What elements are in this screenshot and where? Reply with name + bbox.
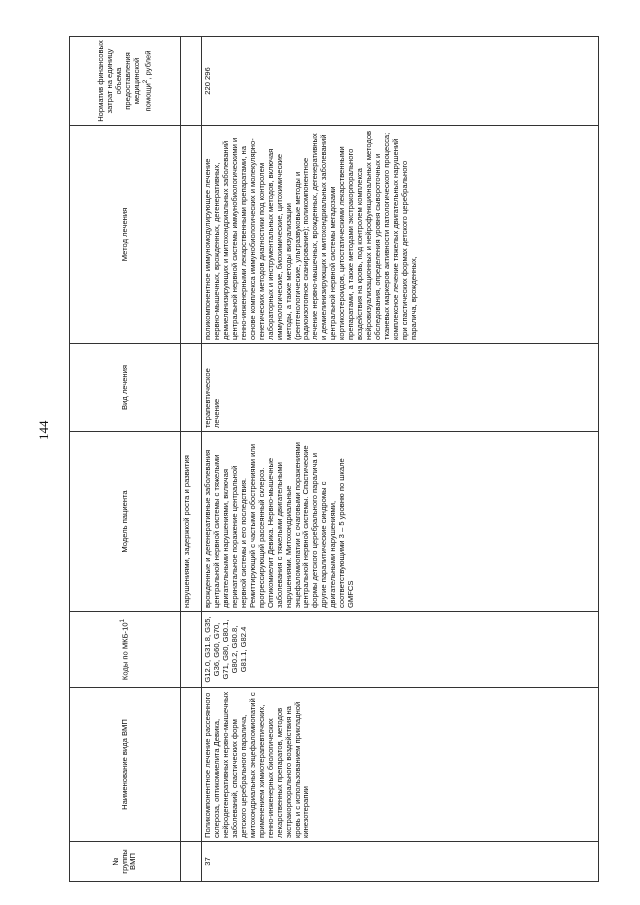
cell-empty — [181, 842, 202, 882]
cell-treatment-method: поликомпонентное иммуномодулирующее лечение нервно-мышечных, врожденных, дегенеративных, демиелинизирующих и митохондриальных заболеваний центральной нервной системы иммунобиологическими и генно-инженерными лекарственными препаратами, на основе комплекса иммунобиологических и молекулярно-генетических методов диагностики под контролем лабораторных и инструментальных методов, включая иммунологические, биохимические, цитохимические методы, а также методы визуализации (рентгенологические, ультразвуковые методы и радиоизотопное сканирование); поликомпонентное лечение нервно-мышечных, врожденных, дегенеративных и демиелинизирующих и митохондриальных заболеваний центральной нервной системы мегадозами кортикостероидов, цитостатическими лекарственными препаратами, а также методами экстракорпорального воздействия на кровь, под контролем комплекса нейровизуализационных и нейрофункциональных методов обследования, определения уровня сывороточных и тканевых маркеров активности патологического процесса; комплексное лечение тяжелых двигательных нарушений при спастических формах детского церебрального паралича, врожденных, — [202, 126, 599, 344]
cell-empty — [181, 344, 202, 432]
cell-empty — [181, 37, 202, 126]
cell-empty — [181, 688, 202, 842]
header-group-number: № группы ВМП — [70, 842, 181, 882]
vmp-table-rotated — [69, 37, 599, 882]
header-treatment-type: Вид лечения — [70, 344, 181, 432]
header-treatment-method: Метод лечения — [70, 126, 181, 344]
header-cost-norm-text: Норматив финансовых затрат на единицу объема предоставления медицинской помощи — [95, 40, 153, 122]
page-number: 144 — [36, 420, 51, 440]
cell-group-number: 37 — [202, 842, 599, 882]
header-vmp-name: Наименование вида ВМП — [70, 688, 181, 842]
cell-treatment-type: терапевтическое лечение — [202, 344, 599, 432]
cell-empty — [181, 612, 202, 688]
header-patient-model: Модель пациента — [70, 432, 181, 612]
cell-vmp-name: Поликомпонентное лечение рассеянного склероза, оптикомиелита Девика, нейродегенеративных нервно-мышечных заболеваний, спастических форм детского церебрального паралича, митохондриальных энцефаломиопатий с применением химиотерапевтических, генно-инженерных биологических лекарственных препаратов, методов экстракорпорального воздействия на кровь и с использованием прикладной кинезотерапии — [202, 688, 599, 842]
header-icd-codes-text: Коды по МКБ-10 — [120, 622, 130, 681]
table-header-row — [70, 37, 181, 882]
cell-patient-model: врожденные и дегенеративные заболевания центральной нервной системы с тяжелыми двигательными нарушениями, включая перинатальное поражение центральной нервной системы и его последствия. Ремиттирующий с частыми обострениями или прогрессирующий рассеянный склероз. Оптикомиелит Девика. Нервно-мышечные заболевания с тяжелыми двигательными нарушениями. Митохондриальные энцефаломиопатии с очаговыми поражениями центральной нервной системы. Спастические формы детского церебрального паралича и другие паралитические синдромы с двигательными нарушениями, соответствующими 3 – 5 уровню по шкале GMFCS — [202, 432, 599, 612]
header-icd-codes — [70, 612, 181, 688]
header-cost-norm-footnote: 2 — [141, 79, 149, 84]
cell-cost-norm: 220 296 — [202, 37, 599, 126]
header-icd-codes-footnote: 1 — [119, 618, 127, 623]
cell-model-continuation: нарушениями, задержкой роста и развития — [181, 432, 202, 612]
cell-icd-codes: G12.0, G31.8, G35, G36, G60, G70, G71, G80, G80.1, G80.2, G80.8, G81.1, G82.4 — [202, 612, 599, 688]
header-cost-norm-unit: , рублей — [143, 50, 153, 80]
table-row-continuation — [181, 37, 202, 882]
cell-empty — [181, 126, 202, 344]
vmp-table — [69, 36, 599, 882]
table-row — [202, 37, 599, 882]
header-cost-norm — [70, 37, 181, 126]
